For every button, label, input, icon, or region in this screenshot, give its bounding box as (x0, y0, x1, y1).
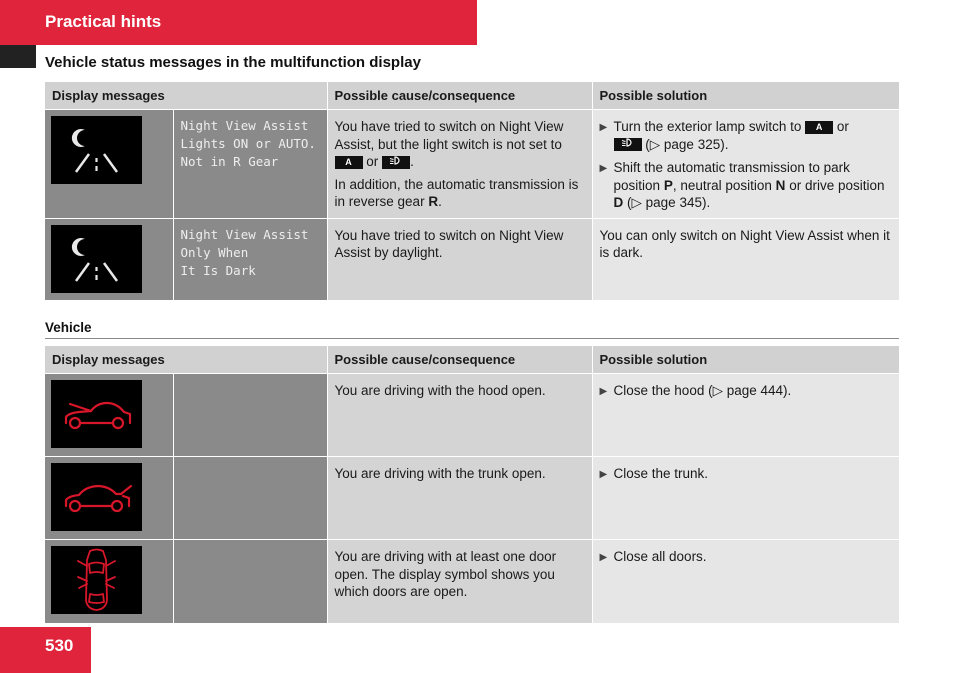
page-number: 530 (45, 636, 74, 655)
low-beam-icon (382, 156, 410, 169)
night-view-assist-icon (51, 116, 142, 184)
cause-text-extra: In addition, the automatic transmission is in reverse gear R. (334, 176, 579, 209)
page-reference[interactable]: (▷ page 325). (645, 136, 729, 152)
trunk-open-icon (51, 463, 142, 531)
bullet-arrow-icon: ▶ (599, 163, 608, 174)
solution-step: ▶ Turn the exterior lamp switch to A or (▷ page 325). (599, 119, 849, 152)
auto-switch-icon: A (805, 121, 833, 134)
cause-cell (327, 110, 592, 219)
col-header-display: Display messages (45, 82, 327, 110)
display-icon-cell (45, 374, 173, 457)
solution-step: ▶ Close the trunk. (600, 465, 893, 484)
table-row (45, 218, 899, 300)
solution-step: ▶ Close all doors. (600, 548, 893, 567)
cause-cell: You are driving with the trunk open. (327, 457, 592, 540)
col-header-solution: Possible solution (592, 82, 899, 110)
solution-cell (592, 374, 899, 457)
bullet-arrow-icon: ▶ (599, 469, 608, 480)
night-view-assist-icon (51, 225, 142, 293)
low-beam-icon (614, 138, 642, 151)
display-message-cell (173, 110, 327, 219)
display-message-line: Lights ON or AUTO. (180, 136, 316, 151)
display-message-line: Not in R Gear (180, 154, 279, 169)
display-icon-cell (45, 218, 173, 300)
col-header-cause: Possible cause/consequence (327, 346, 592, 374)
display-icon-cell (45, 110, 173, 219)
door-open-icon (51, 546, 142, 614)
solution-step: ▶ Shift the automatic transmission to park position P, neutral position N or drive position D (▷ page 345). (599, 160, 885, 210)
status-messages-table (45, 82, 899, 300)
display-message-line: Night View Assist (180, 226, 309, 242)
solution-cell (592, 540, 899, 623)
bullet-arrow-icon: ▶ (599, 386, 608, 397)
display-message-cell (173, 218, 327, 300)
table-row (45, 540, 899, 623)
cause-cell: You have tried to switch on Night View Assist by daylight. (327, 218, 592, 300)
col-header-display: Display messages (45, 346, 327, 374)
cause-cell: You are driving with the hood open. (327, 374, 592, 457)
display-message-line: It Is Dark (180, 262, 256, 278)
display-message-line: Only When (180, 244, 249, 260)
display-message-cell (173, 457, 327, 540)
subsection-title: Vehicle (45, 320, 92, 335)
table-row (45, 110, 899, 219)
display-message-cell (173, 540, 327, 623)
cause-cell: You are driving with at least one door open. The display symbol shows you which doors are open. (327, 540, 592, 623)
table-row (45, 457, 899, 540)
auto-switch-icon: A (335, 156, 363, 169)
cause-text: You have tried to switch on Night View Assist, but the light switch is not set to A or . (334, 119, 564, 169)
col-header-solution: Possible solution (592, 346, 899, 374)
solution-cell (592, 457, 899, 540)
side-tab-marker (0, 45, 36, 68)
display-message-cell (173, 374, 327, 457)
solution-cell (592, 110, 899, 219)
page-reference[interactable]: (▷ page 345). (627, 195, 711, 210)
display-icon-cell (45, 457, 173, 540)
solution-cell: You can only switch on Night View Assist when it is dark. (592, 218, 899, 300)
subsection-divider (45, 338, 899, 339)
solution-step: ▶ Close the hood (▷ page 444). (600, 382, 893, 401)
table-row (45, 374, 899, 457)
bullet-arrow-icon: ▶ (599, 122, 608, 133)
section-title: Vehicle status messages in the multifunction display (45, 54, 421, 71)
table-header-row (45, 346, 899, 374)
display-icon-cell (45, 540, 173, 623)
col-header-cause: Possible cause/consequence (327, 82, 592, 110)
header-title: Practical hints (45, 12, 162, 31)
bullet-arrow-icon: ▶ (599, 552, 608, 563)
display-message-line: Night View Assist (180, 118, 309, 133)
vehicle-messages-table (45, 346, 899, 623)
hood-open-icon (51, 380, 142, 448)
table-header-row (45, 82, 899, 110)
